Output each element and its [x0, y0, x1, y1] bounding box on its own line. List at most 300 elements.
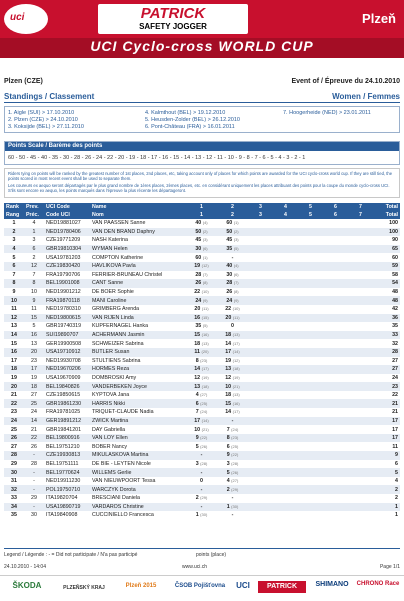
total-cell: 100 — [389, 220, 398, 227]
table-row — [4, 382, 400, 391]
event-place: (5) — [202, 323, 208, 329]
total-cell: 35 — [392, 323, 398, 330]
event-place: (8) — [233, 289, 239, 295]
uci-code-cell: NED19881027 — [46, 220, 81, 227]
event-1-cell — [186, 442, 217, 451]
rank-cell: 26 — [4, 434, 24, 443]
event-points: 17 — [225, 349, 232, 356]
name-cell: WILLEMS Gerlie — [90, 468, 186, 477]
event-place: (21) — [201, 426, 209, 432]
event-4-cell — [273, 219, 298, 228]
location: Plzen (CZE) — [4, 78, 43, 85]
uci-code-cell: USA19670909 — [46, 374, 81, 381]
event-7-cell — [348, 408, 373, 417]
event-place: (3) — [202, 237, 208, 243]
event-6-cell — [323, 253, 348, 262]
prev-rank-cell: - — [33, 478, 35, 485]
event-5-cell — [298, 253, 323, 262]
event-6-cell — [323, 322, 348, 331]
event-points: 30 — [195, 246, 202, 253]
event-6-cell — [323, 485, 348, 494]
name-cell: VAN RIJEN Linda — [90, 314, 186, 323]
event-4-cell — [273, 348, 298, 357]
column-header: 1 — [186, 211, 217, 219]
event-points: 45 — [226, 237, 233, 244]
points-scale-box — [4, 141, 400, 165]
event-place: (23) — [231, 435, 239, 441]
event-1-cell — [186, 374, 217, 383]
event-1-cell — [186, 494, 217, 503]
prev-rank-cell: 10 — [31, 289, 37, 296]
event-points: 0 — [200, 478, 203, 485]
total-cell: 58 — [392, 271, 398, 278]
event-points: 50 — [226, 228, 233, 235]
event-4-cell — [273, 391, 298, 400]
event-3-cell — [248, 271, 273, 280]
event-item: 3. Koksijde (BEL) > 27.11.2010 — [8, 124, 84, 130]
event-3-cell — [248, 417, 273, 426]
name-cell: CANT Sanne — [90, 279, 186, 288]
event-points: - — [231, 417, 234, 424]
event-2-cell — [217, 219, 248, 228]
table-row — [4, 503, 400, 512]
total-cell: 23 — [373, 382, 400, 391]
name-cell: HARRIS Nikki — [90, 399, 186, 408]
event-place: (23) — [200, 357, 208, 363]
name-cell: BOBER Nancy — [92, 443, 128, 450]
event-points: 14 — [194, 366, 201, 373]
event-1-cell — [186, 314, 217, 323]
event-3-cell — [248, 314, 273, 323]
event-points: 13 — [194, 383, 201, 390]
event-5-cell — [298, 382, 323, 391]
name-cell: WARCZYK Dorota — [90, 485, 186, 494]
event-4-cell — [273, 236, 298, 245]
event-6-cell — [323, 348, 348, 357]
name-cell: CUCCINIELLO Francesca — [92, 512, 154, 519]
footer-divider — [4, 548, 400, 549]
event-7-cell — [348, 468, 373, 477]
event-3-cell — [248, 477, 273, 486]
event-2-cell — [217, 382, 248, 391]
event-1-cell — [186, 408, 217, 417]
prev-rank-cell: 9 — [24, 296, 44, 305]
event-3-cell — [248, 399, 273, 408]
uci-code-cell: GBR19841201 — [46, 426, 82, 433]
table-row — [4, 245, 400, 254]
rank-cell: 21 — [11, 392, 17, 399]
event-place: (6) — [233, 271, 239, 277]
event-points: 12 — [194, 374, 201, 381]
event-6-cell — [323, 434, 348, 443]
event-7-cell — [348, 219, 373, 228]
event-place: (30) — [200, 512, 208, 518]
table-row — [4, 485, 400, 494]
event-5-cell — [298, 442, 323, 451]
event-1-cell — [186, 485, 217, 494]
table-row — [4, 357, 400, 366]
event-4-cell — [273, 442, 298, 451]
prev-rank-cell: 1 — [24, 228, 44, 237]
event-place: (24) — [200, 409, 208, 415]
sponsor-logo: PLZEŇSKÝ KRAJ — [63, 585, 105, 591]
column-header: Name — [90, 203, 186, 211]
prev-rank-cell: - — [24, 503, 44, 512]
event-5-cell — [298, 399, 323, 408]
event-1-cell — [186, 296, 217, 305]
event-points: 50 — [195, 228, 202, 235]
event-points: 4 — [226, 478, 230, 485]
event-6-cell — [323, 236, 348, 245]
event-4-cell — [273, 314, 298, 323]
event-6-cell — [323, 296, 348, 305]
event-7-cell — [348, 245, 373, 254]
column-header: Prev. — [24, 203, 44, 211]
rank-cell: 30 — [4, 468, 24, 477]
event-3-cell — [248, 228, 273, 237]
event-points: 9 — [195, 435, 199, 442]
event-5-cell — [298, 468, 323, 477]
event-points: 20 — [225, 314, 232, 321]
name-cell: DE BIE - LEYTEN Nicole — [92, 460, 151, 467]
uci-code-cell: GER19900508 — [46, 340, 82, 347]
rank-cell: 15 — [11, 340, 17, 347]
total-cell: 27 — [392, 357, 398, 364]
total-cell: 27 — [373, 365, 400, 374]
rank-cell: 19 — [11, 374, 17, 381]
event-1-cell — [186, 382, 217, 391]
uci-code-cell: ITA19820704 — [46, 495, 78, 502]
standings-table — [4, 203, 400, 520]
event-5-cell — [298, 391, 323, 400]
event-3-cell — [248, 442, 273, 451]
event-4-cell — [273, 279, 298, 288]
event-3-cell — [248, 279, 273, 288]
event-2-cell — [217, 331, 248, 340]
name-cell: VAN PAASSEN Sanne — [92, 220, 146, 227]
event-place: (8) — [202, 280, 208, 286]
event-place: (28) — [200, 460, 208, 466]
event-points: - — [200, 486, 203, 493]
event-6-cell — [323, 477, 348, 486]
event-7-cell — [348, 511, 373, 520]
event-5-cell — [298, 271, 323, 280]
table-row — [4, 296, 400, 305]
rank-cell: 23 — [11, 409, 17, 416]
event-points: 3 — [195, 460, 199, 467]
event-7-cell — [348, 271, 373, 280]
event-points: 7 — [226, 426, 230, 433]
event-place: (2) — [233, 228, 239, 234]
event-7-cell — [348, 236, 373, 245]
event-5-cell — [298, 288, 323, 297]
event-2-cell — [217, 296, 248, 305]
event-6-cell — [323, 425, 348, 434]
event-place: (17) — [232, 409, 240, 415]
rank-cell: 31 — [11, 478, 17, 485]
footer-url[interactable]: www.uci.ch — [182, 564, 208, 570]
name-cell: VARDAROS Christine — [90, 503, 186, 512]
event-1-cell — [186, 228, 217, 237]
event-6-cell — [323, 339, 348, 348]
rank-cell: 11 — [11, 306, 17, 313]
event-4-cell — [273, 468, 298, 477]
event-points: 3 — [226, 460, 230, 467]
table-row — [4, 253, 400, 262]
event-4-cell — [273, 425, 298, 434]
table-row — [4, 417, 400, 426]
event-4-cell — [273, 485, 298, 494]
event-place: (14) — [232, 349, 240, 355]
prev-rank-cell: 12 — [24, 262, 44, 271]
event-2-cell — [217, 357, 248, 366]
event-place: (26) — [231, 469, 239, 475]
event-5-cell — [298, 339, 323, 348]
event-7-cell — [348, 460, 373, 469]
sponsor-logo: CHRONO Race — [356, 581, 400, 587]
prev-rank-cell: 8 — [24, 279, 44, 288]
event-6-cell — [323, 365, 348, 374]
event-4-cell — [273, 339, 298, 348]
event-1-cell — [186, 511, 217, 520]
name-cell: KUPFERNAGEL Hanka — [92, 323, 149, 330]
event-5-cell — [298, 451, 323, 460]
column-header: 1 — [186, 203, 217, 211]
uci-code-cell: USA19890719 — [44, 503, 90, 512]
event-place: (26) — [200, 443, 208, 449]
event-2-cell — [217, 279, 248, 288]
event-7-cell — [348, 331, 373, 340]
event-place: (13) — [232, 392, 240, 398]
event-5-cell — [298, 228, 323, 237]
rank-cell: 32 — [4, 485, 24, 494]
column-header: 6 — [323, 211, 348, 219]
name-cell: DOMBROSKI Amy — [92, 374, 137, 381]
event-date: Event of / Épreuve du 24.10.2010 — [291, 78, 400, 85]
event-place: (11) — [201, 306, 209, 312]
event-4-cell — [273, 460, 298, 469]
event-points: 19 — [194, 263, 201, 270]
total-cell: 100 — [373, 228, 400, 237]
event-6-cell — [323, 442, 348, 451]
prev-rank-cell: 26 — [31, 443, 37, 450]
event-2-cell — [217, 253, 248, 262]
uci-logo — [4, 4, 48, 34]
sponsor-logo: Plzeň 2015 — [125, 583, 157, 589]
event-7-cell — [348, 485, 373, 494]
event-4-cell — [273, 374, 298, 383]
column-header: 6 — [323, 203, 348, 211]
name-cell: MIKULASKOVA Martina — [90, 451, 186, 460]
event-place: (14) — [201, 417, 209, 423]
event-points: 40 — [226, 263, 233, 270]
event-4-cell — [273, 382, 298, 391]
event-points: 10 — [194, 426, 201, 433]
prev-rank-cell: 30 — [31, 512, 37, 519]
prev-rank-cell: 7 — [32, 271, 36, 278]
event-7-cell — [348, 494, 373, 503]
event-place: (22) — [231, 452, 239, 458]
event-2-cell — [217, 374, 248, 383]
footer — [4, 564, 400, 570]
prev-rank-cell: 16 — [24, 331, 44, 340]
sponsor-strip — [0, 575, 404, 601]
event-points: 17 — [194, 417, 201, 424]
event-6-cell — [323, 357, 348, 366]
event-place: (7) — [233, 280, 239, 286]
event-2-cell — [217, 434, 248, 443]
rank-cell: 34 — [4, 503, 24, 512]
rank-cell: 6 — [4, 262, 24, 271]
event-points: - — [231, 495, 234, 502]
event-place: (16) — [232, 400, 240, 406]
event-points: - — [200, 503, 203, 510]
event-2-cell — [217, 271, 248, 280]
event-points: 24 — [226, 297, 233, 304]
event-4-cell — [273, 305, 298, 314]
table-row — [4, 511, 400, 520]
event-5-cell — [298, 485, 323, 494]
event-7-cell — [348, 348, 373, 357]
rank-cell: 18 — [4, 365, 24, 374]
uci-code-cell: CZE19830420 — [44, 262, 90, 271]
uci-code-cell: ITA19840908 — [46, 512, 78, 519]
event-1-cell — [186, 219, 217, 228]
total-cell: 21 — [373, 399, 400, 408]
table-row — [4, 314, 400, 323]
event-place: (9) — [202, 297, 208, 303]
column-header: Rank — [4, 203, 24, 211]
event-5-cell — [298, 408, 323, 417]
name-cell: VANDERBEKEN Joyce — [90, 382, 186, 391]
event-points: 45 — [195, 237, 202, 244]
event-2-cell — [217, 399, 248, 408]
event-3-cell — [248, 236, 273, 245]
event-4-cell — [273, 357, 298, 366]
total-cell: 2 — [395, 495, 398, 502]
event-place: (2) — [202, 228, 208, 234]
name-cell: VAN DEN BRAND Daphny — [90, 228, 186, 237]
points-scale-title: Points Scale / Barème des points — [5, 142, 399, 151]
event-7-cell — [348, 391, 373, 400]
event-points: 10 — [225, 383, 232, 390]
event-7-cell — [348, 451, 373, 460]
event-4-cell — [273, 271, 298, 280]
uci-code-cell: FRA19781025 — [46, 409, 81, 416]
total-cell: 48 — [392, 289, 398, 296]
event-place: (21) — [232, 383, 240, 389]
event-2-cell — [217, 494, 248, 503]
event-5-cell — [298, 262, 323, 271]
event-item: 4. Kalmthout (BEL) > 19.12.2010 — [145, 110, 226, 116]
event-4-cell — [273, 399, 298, 408]
event-5-cell — [298, 511, 323, 520]
name-cell: VAN LOY Ellen — [90, 434, 186, 443]
event-3-cell — [248, 305, 273, 314]
event-6-cell — [323, 245, 348, 254]
event-6-cell — [323, 288, 348, 297]
event-3-cell — [248, 485, 273, 494]
column-header: Total — [373, 211, 400, 219]
sponsor-sub-text: SAFETY JOGGER — [139, 22, 207, 31]
total-cell: 5 — [373, 468, 400, 477]
event-2-cell — [217, 314, 248, 323]
event-points: 15 — [225, 400, 232, 407]
section-title: Standings / Classement — [4, 92, 95, 101]
name-cell: FERRIER-BRUNEAU Christel — [92, 271, 163, 278]
sponsor-logo: ŠKODA — [12, 581, 42, 590]
column-header: Rang — [4, 211, 24, 219]
name-cell: HAVLIKOVA Pavla — [90, 262, 186, 271]
total-cell: 11 — [392, 443, 398, 450]
event-place: (3) — [233, 237, 239, 243]
sponsor-main-text: PATRICK — [140, 5, 206, 22]
event-points: 28 — [195, 271, 202, 278]
event-points: 2 — [195, 495, 199, 502]
event-6-cell — [323, 382, 348, 391]
event-7-cell — [348, 477, 373, 486]
event-points: 5 — [195, 443, 199, 450]
prev-rank-cell: 14 — [24, 417, 44, 426]
total-cell: 32 — [392, 340, 398, 347]
prev-rank-cell: 13 — [31, 340, 37, 347]
total-cell: 2 — [373, 485, 400, 494]
event-7-cell — [348, 425, 373, 434]
event-1-cell — [186, 477, 217, 486]
event-1-cell — [186, 365, 217, 374]
table-row — [4, 434, 400, 443]
event-place: (10) — [232, 306, 240, 312]
event-place: (22) — [200, 435, 208, 441]
prev-rank-cell: 2 — [32, 254, 36, 261]
event-5-cell — [298, 477, 323, 486]
event-4-cell — [273, 494, 298, 503]
event-1-cell — [186, 236, 217, 245]
prev-rank-cell: 22 — [24, 434, 44, 443]
event-3-cell — [248, 374, 273, 383]
table-row — [4, 348, 400, 357]
event-place: (4) — [233, 263, 239, 269]
event-2-cell — [217, 322, 248, 331]
event-5-cell — [298, 374, 323, 383]
total-cell: 59 — [373, 262, 400, 271]
event-2-cell — [217, 262, 248, 271]
event-1-cell — [186, 322, 217, 331]
prev-rank-cell: - — [24, 468, 44, 477]
event-points: 15 — [194, 332, 201, 339]
event-2-cell — [217, 391, 248, 400]
sponsor-logo: UCI — [236, 581, 250, 590]
event-5-cell — [298, 434, 323, 443]
event-4-cell — [273, 331, 298, 340]
event-3-cell — [248, 408, 273, 417]
event-3-cell — [248, 434, 273, 443]
event-points: 60 — [226, 220, 233, 227]
event-2-cell — [217, 477, 248, 486]
event-7-cell — [348, 434, 373, 443]
event-points: 5 — [226, 469, 230, 476]
table-row — [4, 451, 400, 460]
event-points: 18 — [225, 332, 232, 339]
rank-cell: 24 — [4, 417, 24, 426]
event-4-cell — [273, 408, 298, 417]
event-6-cell — [323, 374, 348, 383]
name-cell: VAN NIEUWPOORT Tessa — [92, 478, 156, 485]
event-points: 12 — [225, 374, 232, 381]
event-1-cell — [186, 279, 217, 288]
event-3-cell — [248, 348, 273, 357]
event-points: 14 — [225, 340, 232, 347]
